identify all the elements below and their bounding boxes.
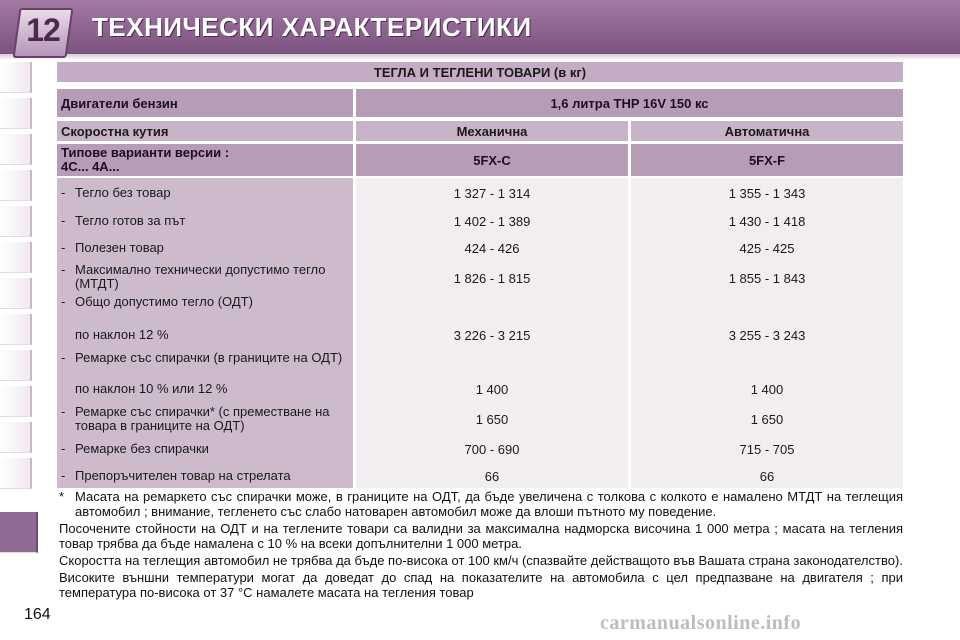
row-auto-value: 3 255 - 3 243 (728, 328, 806, 343)
row-dash: - (61, 240, 66, 255)
row-label: Общо допустимо тегло (ОДТ) (75, 294, 253, 309)
row-dash: - (61, 185, 66, 200)
variants-label-line1: Типове варианти версии : (61, 145, 230, 160)
engine-label: Двигатели бензин (57, 89, 353, 117)
row-manual-value: 1 650 (475, 412, 509, 427)
gearbox-manual: Механична (356, 121, 628, 141)
row-label: Ремарке без спирачки (75, 441, 209, 456)
row-auto-value: 425 - 425 (739, 241, 795, 256)
row-dash: - (61, 262, 66, 277)
gearbox-auto: Автоматична (631, 121, 903, 141)
watermark: carmanualsonline.info (600, 612, 802, 634)
table-title: ТЕГЛА И ТЕГЛЕНИ ТОВАРИ (в кг) (57, 62, 903, 82)
table-body (57, 178, 903, 488)
note-temperature: Високите външни температури могат да доведат до спад на показателите на автомобила с цел предпазване на двигателя ; при температура по-висока от 37 °C намалете масата на тегления товар (59, 570, 903, 600)
side-tab[interactable] (0, 458, 32, 489)
row-auto-value: 715 - 705 (739, 442, 795, 457)
engine-value: 1,6 литра THP 16V 150 кс (356, 89, 903, 117)
side-tab[interactable] (0, 62, 32, 93)
note-altitude: Посочените стойности на ОДТ и на теглените товари са валидни за максимална надморска височина 1 000 метра ; масата на тегления товар трябва да бъде намалена с 10 % на всеки допълнителни 1 000 метра. (59, 521, 903, 551)
row-dash: - (61, 213, 66, 228)
row-label: Препоръчителен товар на стрелата (75, 468, 291, 483)
row-label: Полезен товар (75, 240, 164, 255)
variants-row (57, 144, 903, 176)
side-tab-active[interactable] (0, 512, 38, 553)
variant-auto: 5FX-F (631, 144, 903, 176)
side-tab[interactable] (0, 386, 32, 417)
side-tab[interactable] (0, 350, 32, 381)
row-label: Ремарке със спирачки (в границите на ОДТ) (75, 350, 343, 365)
row-manual-value: 3 226 - 3 215 (453, 328, 531, 343)
side-tab[interactable] (0, 314, 32, 345)
row-manual-value: 700 - 690 (464, 442, 520, 457)
side-tab[interactable] (0, 134, 32, 165)
row-auto-value: 1 400 (750, 382, 784, 397)
side-tab[interactable] (0, 278, 32, 309)
row-manual-value: 1 402 - 1 389 (453, 214, 531, 229)
notes-section (59, 489, 903, 602)
row-label: по наклон 12 % (75, 327, 169, 342)
table-title-row (57, 62, 903, 82)
header-divider (0, 54, 960, 60)
gearbox-row (57, 121, 903, 141)
row-label: Тегло готов за път (75, 213, 186, 228)
row-label: Ремарке със спирачки* (с преместване на товара в границите на ОДТ) (75, 404, 330, 433)
side-tab[interactable] (0, 170, 32, 201)
row-manual-value: 66 (484, 469, 500, 484)
side-tab[interactable] (0, 242, 32, 273)
row-manual-value: 424 - 426 (464, 241, 520, 256)
row-manual-value: 1 327 - 1 314 (453, 186, 531, 201)
row-label: по наклон 10 % или 12 % (75, 381, 228, 396)
row-auto-value: 1 650 (750, 412, 784, 427)
row-label: Максимално технически допустимо тегло (МТДТ) (75, 262, 326, 291)
gearbox-label: Скоростна кутия (57, 121, 353, 141)
footnote (59, 489, 903, 519)
footnote-marker: * (59, 489, 65, 504)
row-manual-value: 1 826 - 1 815 (453, 271, 531, 286)
side-tab[interactable] (0, 98, 32, 129)
chapter-side-tabs (0, 62, 34, 582)
row-auto-value: 1 855 - 1 843 (728, 271, 806, 286)
variants-label (57, 144, 353, 176)
row-label: Тегло без товар (75, 185, 171, 200)
variants-label-line2: 4C... 4A... (61, 159, 120, 174)
engine-row (57, 89, 903, 117)
note-speed: Скоростта на теглещия автомобил не трябва да бъде по-висока от 100 км/ч (спазвайте действащото във Вашата страна законодателство). (59, 553, 903, 568)
page-number: 164 (24, 606, 51, 623)
side-tab[interactable] (0, 422, 32, 453)
row-dash: - (61, 404, 66, 419)
side-tab[interactable] (0, 206, 32, 237)
row-auto-value: 1 430 - 1 418 (728, 214, 806, 229)
row-auto-value: 1 355 - 1 343 (728, 186, 806, 201)
row-dash: - (61, 350, 66, 365)
row-auto-value: 66 (759, 469, 775, 484)
footnote-text: Масата на ремаркето със спирачки може, в границите на ОДТ, да бъде увеличена с толкова с колкото е намалено МТДТ на теглещия автомобил ; внимание, тегленето със слабо натоварен автомобил може да влоши пътното му поведение. (75, 489, 903, 519)
row-dash: - (61, 468, 66, 483)
row-dash: - (61, 294, 66, 309)
variant-manual: 5FX-C (356, 144, 628, 176)
page-title: ТЕХНИЧЕСКИ ХАРАКТЕРИСТИКИ (92, 12, 532, 42)
row-manual-value: 1 400 (475, 382, 509, 397)
chapter-number: 12 (26, 12, 60, 48)
row-dash: - (61, 441, 66, 456)
